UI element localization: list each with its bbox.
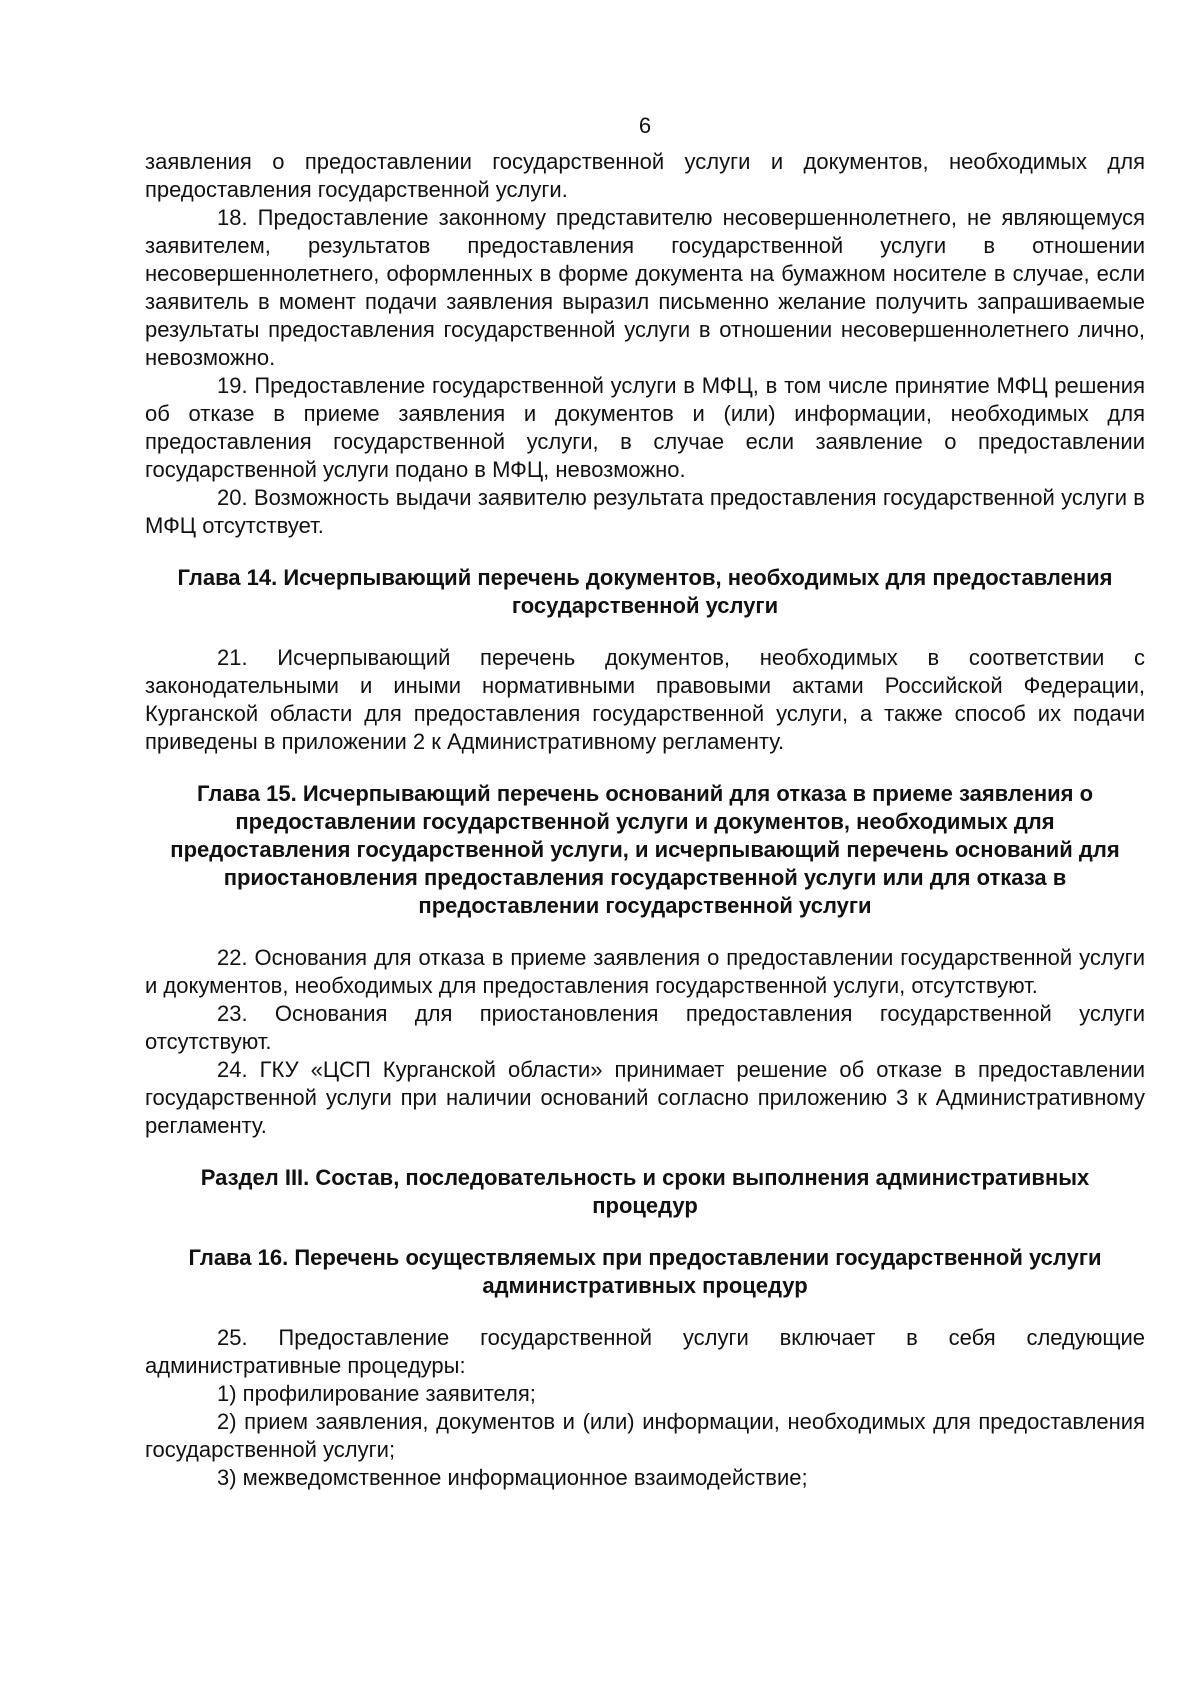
document-page bbox=[145, 112, 1145, 1492]
section-3-heading: Раздел III. Состав, последовательность и сроки выполнения административных процедур bbox=[200, 1165, 1090, 1218]
list-item-3: 3) межведомственное информационное взаимодействие; bbox=[217, 1465, 808, 1490]
chapter-15-heading: Глава 15. Исчерпывающий перечень оснований для отказа в приеме заявления о предоставлении государственной услуги и документов, необходимых для предоставления государственной услуги, и исчерпывающий перечень оснований для приостановления предоставления государственной услуги или для отказа в предоставлении государственной услуги bbox=[170, 781, 1120, 918]
paragraph-20: 20. Возможность выдачи заявителю результата предоставления государственной услуги в МФЦ отсутствует. bbox=[145, 485, 1145, 538]
paragraph-25: 25. Предоставление государственной услуги включает в себя следующие административные процедуры: bbox=[145, 1325, 1145, 1378]
paragraph-continuation: заявления о предоставлении государственной услуги и документов, необходимых для предоставления государственной услуги. bbox=[145, 149, 1145, 202]
list-item-2: 2) прием заявления, документов и (или) информации, необходимых для предоставления государственной услуги; bbox=[145, 1409, 1145, 1462]
paragraph-22: 22. Основания для отказа в приеме заявления о предоставлении государственной услуги и документов, необходимых для предоставления государственной услуги, отсутствуют. bbox=[145, 945, 1145, 998]
paragraph-21: 21. Исчерпывающий перечень документов, необходимых в соответствии с законодательными и иными нормативными правовыми актами Российской Федерации, Курганской области для предоставления государственной услуги, а также способ их подачи приведены в приложении 2 к Административному регламенту. bbox=[145, 645, 1145, 754]
paragraph-23: 23. Основания для приостановления предоставления государственной услуги отсутствуют. bbox=[145, 1001, 1145, 1054]
paragraph-18: 18. Предоставление законному представителю несовершеннолетнего, не являющемуся заявителем, результатов предоставления государственной услуги в отношении несовершеннолетнего, оформленных в форме документа на бумажном носителе в случае, если заявитель в момент подачи заявления выразил письменно желание получить запрашиваемые результаты предоставления государственной услуги в отношении несовершеннолетнего лично, невозможно. bbox=[145, 205, 1145, 370]
chapter-16-heading: Глава 16. Перечень осуществляемых при предоставлении государственной услуги административных процедур bbox=[188, 1245, 1102, 1298]
list-item-1: 1) профилирование заявителя; bbox=[217, 1381, 536, 1406]
paragraph-19: 19. Предоставление государственной услуги в МФЦ, в том числе принятие МФЦ решения об отказе в приеме заявления и документов и (или) информации, необходимых для предоставления государственной услуги, в случае если заявление о предоставлении государственной услуги подано в МФЦ, невозможно. bbox=[145, 373, 1145, 482]
paragraph-24: 24. ГКУ «ЦСП Курганской области» принимает решение об отказе в предоставлении государственной услуги при наличии оснований согласно приложению 3 к Административному регламенту. bbox=[145, 1057, 1145, 1138]
page-number: 6 bbox=[638, 113, 652, 138]
chapter-14-heading: Глава 14. Исчерпывающий перечень документов, необходимых для предоставления государственной услуги bbox=[177, 565, 1113, 618]
